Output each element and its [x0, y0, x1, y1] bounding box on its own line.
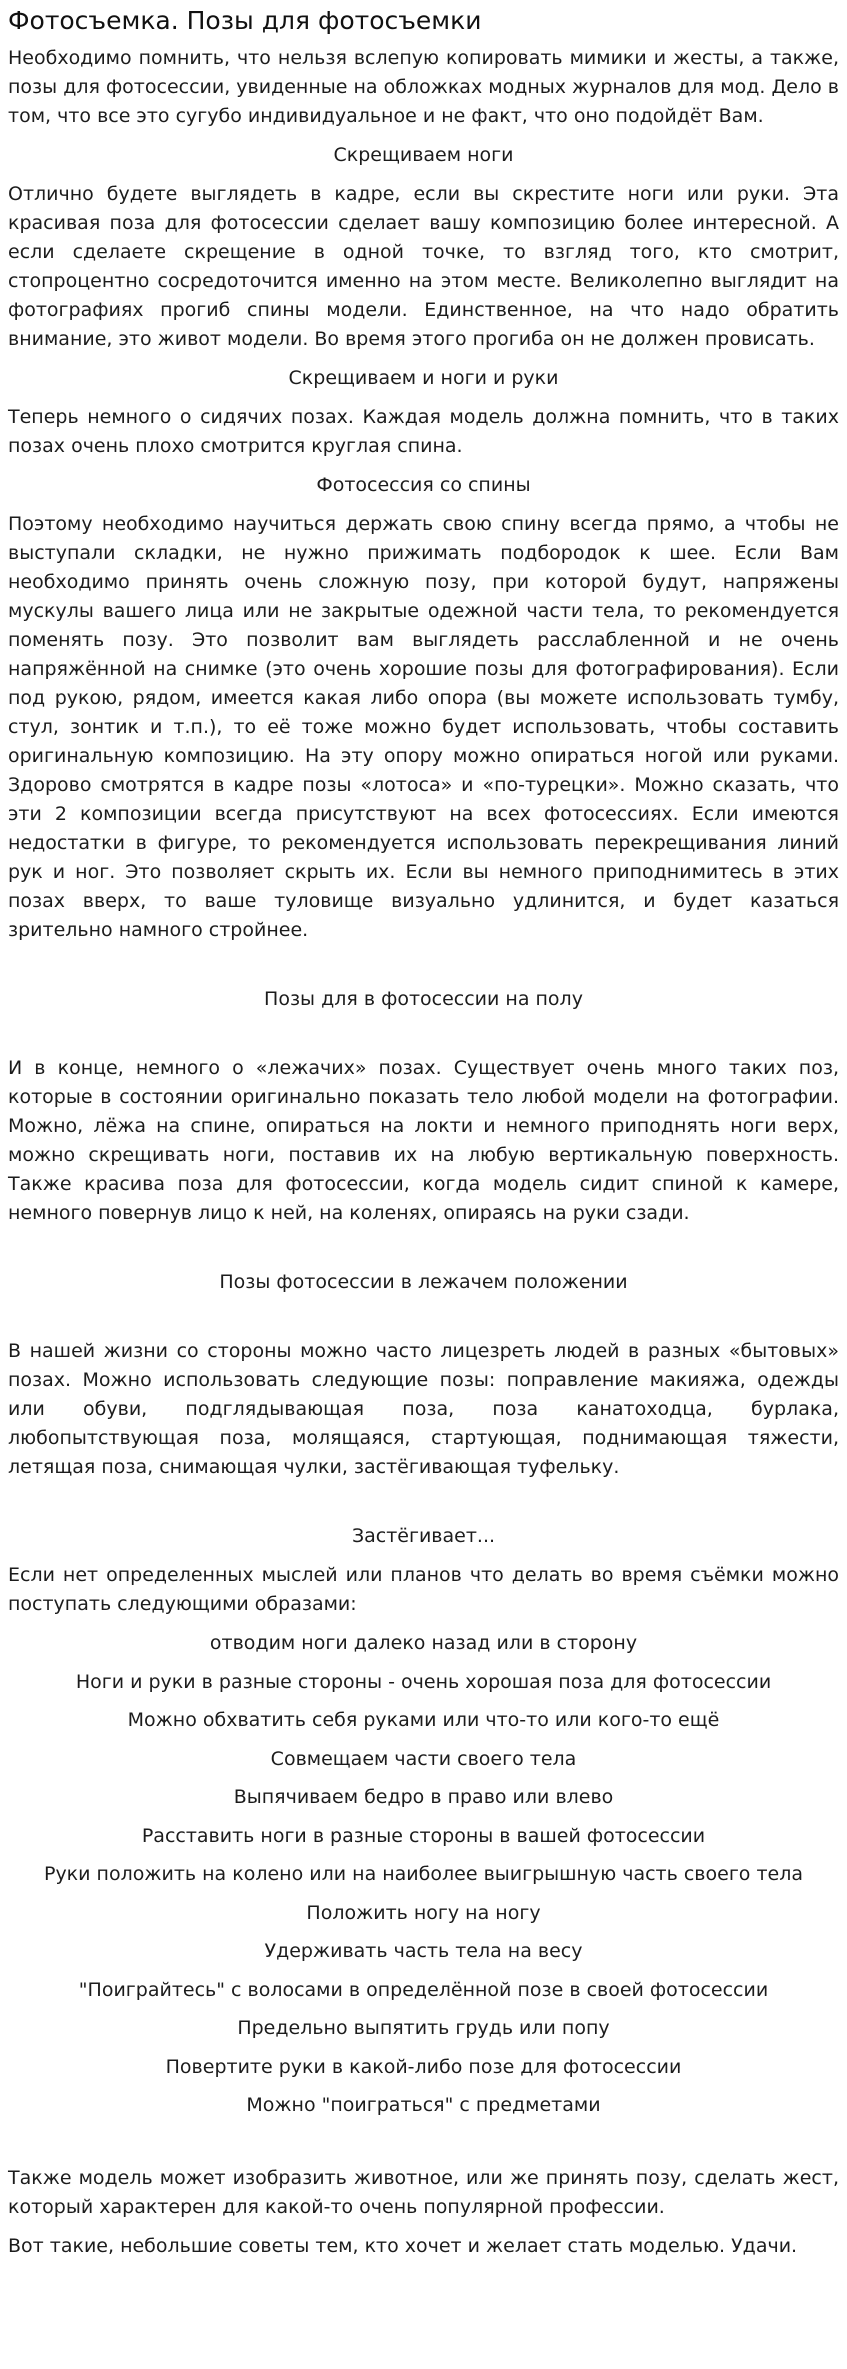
section-heading-back-shoot: Фотосессия со спины	[316, 474, 531, 496]
tip-item: Удерживать часть тела на весу	[264, 1940, 583, 1962]
intro-paragraph: Необходимо помнить, что нельзя вслепую копировать мимики и жесты, а также, позы для фотосессии, увиденные на обложках модных журналов для мод. Дело в том, что все это сугубо индивидуальное и не факт, что оно подойдёт Вам.	[8, 47, 839, 127]
tip-item: Положить ногу на ногу	[306, 1901, 541, 1924]
tip-item: Руки положить на колено или на наиболее выигрышную часть своего тела	[43, 1863, 804, 1885]
tip-item: Совмещаем части своего тела	[270, 1747, 577, 1770]
tip-item: Выпячиваем бедро в право или влево	[233, 1786, 614, 1808]
section-heading-fastening: Застёгивает...	[351, 1525, 496, 1547]
closing-paragraph: Вот такие, небольшие советы тем, кто хочет и желает стать моделью. Удачи.	[8, 2235, 798, 2257]
tip-item: Можно "поиграться" с предметами	[246, 2094, 601, 2116]
section-heading-floor-poses: Позы для в фотосессии на полу	[264, 988, 583, 1010]
section-text-fastening: Если нет определенных мыслей или планов что делать во время съёмки можно поступать следующими образами:	[8, 1564, 839, 1615]
section-text-lying-poses: В нашей жизни со стороны можно часто лицезреть людей в разных «бытовых» позах. Можно использовать следующие позы: поправление макияжа, одежды или обуви, подглядывающая поза, поза канатоходца, бурлака, любопытствующая поза, молящаяся, стартующая, поднимающая тяжести, летящая поза, снимающая чулки, застёгивающая туфельку.	[8, 1340, 839, 1478]
tips-list	[8, 1629, 839, 2120]
tip-item: Предельно выпятить грудь или попу	[237, 2017, 610, 2039]
tip-item: Ноги и руки в разные стороны - очень хорошая поза для фотосессии	[75, 1670, 772, 1693]
tip-item: Расставить ноги в разные стороны в вашей фотосессии	[141, 1824, 706, 1847]
tip-item: Можно обхватить себя руками или что-то или кого-то ещё	[127, 1709, 720, 1731]
tip-item: отводим ноги далеко назад или в сторону	[209, 1632, 638, 1654]
section-text-back-shoot: Поэтому необходимо научиться держать свою спину всегда прямо, а чтобы не выступали складки, не нужно прижимать подбородок к шее. Если Вам необходимо принять очень сложную позу, при которой будут, напряжены мускулы вашего лица или не закрытые одежной части тела, то рекомендуется поменять позу. Это позволит вам выглядеть расслабленной и не очень напряжённой на снимке (это очень хорошие позы для фотографирования). Если под рукою, рядом, имеется какая либо опора (вы можете использовать тумбу, стул, зонтик и т.п.), то её тоже можно будет использовать, чтобы составить оригинальную композицию. На эту опору можно опираться ногой или руками. Здорово смотрятся в кадре позы «лотоса» и «по-турецки». Можно сказать, что эти 2 композиции всегда присутствуют на всех фотосессиях. Если имеются недостатки в фигуре, то рекомендуется использовать перекрещивания линий рук и ног. Это позволяет скрыть их. Если вы немного приподнимитесь в этих позах вверх, то ваше туловище визуально удлинится, и будет казаться зрительно намного стройнее.	[8, 513, 839, 941]
section-heading-crossed-legs: Скрещиваем ноги	[333, 144, 514, 166]
section-text-crossed-legs: Отлично будете выглядеть в кадре, если вы скрестите ноги или руки. Эта красивая поза для фотосессии сделает вашу композицию более интересной. А если сделаете скрещение в одной точке, то взгляд того, кто смотрит, стопроцентно сосредоточится именно на этом месте. Великолепно выглядит на фотографиях прогиб спины модели. Единственное, на что надо обратить внимание, это живот модели. Во время этого прогиба он не должен провисать.	[8, 183, 839, 350]
section-text-floor-poses: И в конце, немного о «лежачих» позах. Существует очень много таких поз, которые в состоянии оригинально показать тело любой модели на фотографии. Можно, лёжа на спине, опираться на локти и немного приподнять ноги верх, можно скрещивать ноги, поставив их на любую вертикальную поверхность. Также красива поза для фотосессии, когда модель сидит спиной к камере, немного повернув лицо к ней, на коленях, опираясь на руки сзади.	[8, 1057, 839, 1224]
section-heading-lying-poses: Позы фотосессии в лежачем положении	[219, 1271, 628, 1293]
tip-item: "Поиграйтесь" с волосами в определённой позе в своей фотосессии	[78, 1978, 769, 2001]
outro-paragraph: Также модель может изобразить животное, или же принять позу, сделать жест, который характерен для какой-то очень популярной профессии.	[8, 2167, 839, 2218]
section-heading-legs-and-arms: Скрещиваем и ноги и руки	[288, 367, 559, 389]
page-title: Фотосъемка. Позы для фотосъемки	[8, 6, 482, 35]
section-text-legs-and-arms: Теперь немного о сидячих позах. Каждая модель должна помнить, что в таких позах очень плохо смотрится круглая спина.	[8, 406, 839, 457]
tip-item: Повертите руки в какой-либо позе для фотосессии	[165, 2055, 682, 2078]
